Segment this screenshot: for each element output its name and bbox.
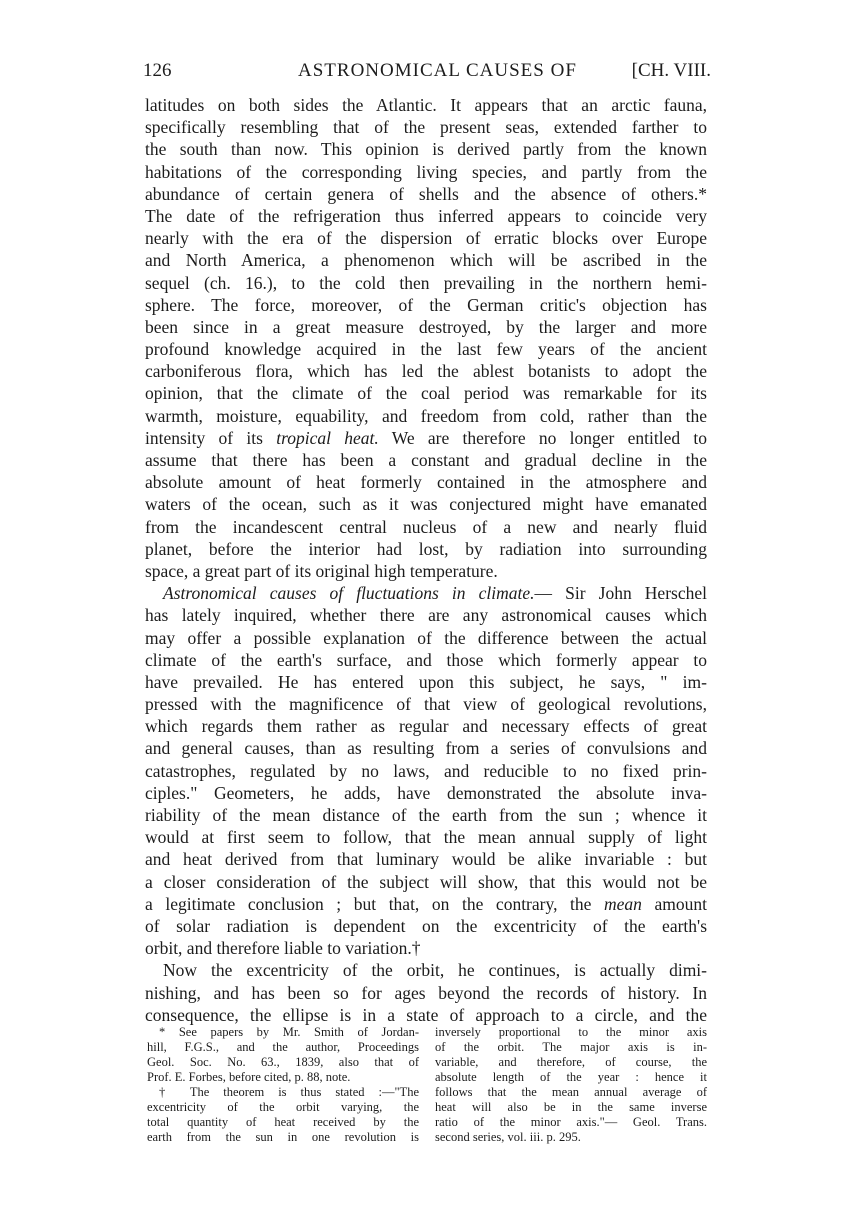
- text-run: waters of the ocean, such as it was conjectured might have emanated: [145, 494, 707, 515]
- text-run: catastrophes, regulated by no laws, and reducible to no fixed prin-: [145, 760, 707, 781]
- text-run: earth from the sun in one revolution is: [147, 1130, 419, 1144]
- footnote-line: [147, 1040, 419, 1055]
- text-run: inversely proportional to the minor axis: [435, 1025, 707, 1039]
- text-run: and general causes, than as resulting from a series of convulsions and: [145, 738, 707, 759]
- text-run: consequence, the ellipse is in a state of approach to a circle, and the: [145, 1004, 707, 1025]
- footnote-line: [435, 1130, 707, 1145]
- text-line: [145, 649, 707, 671]
- text-line: [145, 959, 707, 981]
- italic-text: tropical heat.: [276, 427, 379, 448]
- text-run: variable, and therefore, of course, the: [435, 1055, 707, 1069]
- text-line: [145, 737, 707, 759]
- body-text: [145, 94, 707, 1026]
- text-line: [145, 804, 707, 826]
- text-run: sequel (ch. 16.), to the cold then prevailing in the northern hemi-: [145, 272, 707, 293]
- text-run: — Sir John Herschel: [534, 583, 707, 604]
- text-run: excentricity of the orbit varying, the: [147, 1100, 419, 1114]
- text-run: abundance of certain genera of shells and the absence of others.*: [145, 183, 707, 204]
- text-run: Geol. Soc. No. 63., 1839, also that of: [147, 1055, 419, 1069]
- text-run: assume that there has been a constant and gradual decline in the: [145, 450, 707, 470]
- text-run: carboniferous flora, which has led the ablest botanists to adopt the: [145, 361, 707, 382]
- footnote-line: [435, 1115, 707, 1130]
- text-run: nishing, and has been so for ages beyond the records of history. In: [145, 982, 707, 1003]
- footnote-line: [435, 1070, 707, 1085]
- text-run: Prof. E. Forbes, before cited, p. 88, note.: [147, 1070, 351, 1084]
- text-run: has lately inquired, whether there are any astronomical causes which: [145, 605, 707, 626]
- text-run: second series, vol. iii. p. 295.: [435, 1130, 581, 1144]
- text-run: which regards them rather as regular and necessary effects of great: [145, 716, 707, 737]
- text-run: absolute length of the year : hence it: [435, 1070, 707, 1084]
- text-run: been since in a great measure destroyed, by the larger and more: [145, 316, 707, 337]
- footnote-line: [147, 1100, 419, 1115]
- text-line: [145, 915, 707, 937]
- text-line: [145, 848, 707, 870]
- text-line: [145, 516, 707, 538]
- text-run: † The theorem is thus stated :—"The: [159, 1085, 419, 1099]
- text-line: [145, 116, 707, 138]
- text-line: [145, 693, 707, 715]
- text-line: [145, 294, 707, 316]
- footnote-line: [435, 1040, 707, 1055]
- chapter-reference: [CH. VIII.: [631, 60, 711, 81]
- footnote-line: [435, 1055, 707, 1070]
- text-run: pressed with the magnificence of that view of geological revolutions,: [145, 694, 707, 715]
- footnote-line: [435, 1085, 707, 1100]
- text-run: absolute amount of heat formerly contained in the atmosphere and: [145, 472, 707, 493]
- text-run: the south than now. This opinion is derived partly from the known: [145, 139, 707, 160]
- footnotes-right-column: [435, 1025, 707, 1145]
- text-run: The date of the refrigeration thus inferred appears to coincide very: [145, 205, 707, 226]
- text-line: [145, 582, 707, 604]
- text-line: [145, 627, 707, 649]
- text-run: ratio of the minor axis."— Geol. Trans.: [435, 1115, 707, 1129]
- text-run: specifically resembling that of the present seas, extended farther to: [145, 117, 707, 138]
- text-run: would at first seem to follow, that the mean annual supply of light: [145, 827, 707, 848]
- text-line: [145, 449, 707, 471]
- text-run: follows that the mean annual average of: [435, 1085, 707, 1099]
- footnote-line: [147, 1070, 419, 1085]
- text-run: hill, F.G.S., and the author, Proceedings: [147, 1040, 419, 1054]
- text-run: have prevailed. He has entered upon this subject, he says, " im-: [145, 671, 707, 692]
- text-run: nearly with the era of the dispersion of erratic blocks over Europe: [145, 228, 707, 249]
- text-line: [145, 493, 707, 515]
- text-run: riability of the mean distance of the earth from the sun ; whence it: [145, 805, 707, 825]
- text-line: [145, 338, 707, 360]
- italic-text: mean: [604, 893, 642, 914]
- text-line: [145, 227, 707, 249]
- text-line: [145, 471, 707, 493]
- text-run: from the incandescent central nucleus of a new and nearly fluid: [145, 516, 707, 537]
- page-number: 126: [143, 60, 172, 81]
- text-run: a legitimate conclusion ; but that, on the contrary, the: [145, 893, 605, 914]
- text-line: [145, 760, 707, 782]
- text-run: may offer a possible explanation of the difference between the actual: [145, 627, 707, 648]
- text-line: [145, 316, 707, 338]
- text-run: orbit, and therefore liable to variation.†: [145, 938, 421, 959]
- text-run: a closer consideration of the subject will show, that this would not be: [145, 871, 707, 892]
- text-line: [145, 982, 707, 1004]
- text-run: climate of the earth's surface, and those which formerly appear to: [145, 649, 707, 670]
- text-line: [145, 360, 707, 382]
- text-line: [145, 671, 707, 693]
- text-run: amount: [641, 893, 707, 914]
- text-run: sphere. The force, moreover, of the German critic's objection has: [145, 294, 707, 315]
- text-run: warmth, moisture, equability, and freedom from cold, rather than the: [145, 405, 707, 426]
- text-line: [145, 183, 707, 205]
- text-line: [145, 405, 707, 427]
- text-line: [145, 937, 707, 959]
- text-run: opinion, that the climate of the coal period was remarkable for its: [145, 383, 707, 404]
- page-header: [143, 60, 711, 90]
- footnote-line: [147, 1130, 419, 1145]
- text-line: [145, 782, 707, 804]
- text-run: habitations of the corresponding living species, and partly from the: [145, 161, 707, 182]
- text-run: We are therefore no longer entitled to: [378, 427, 707, 448]
- text-line: [145, 94, 707, 116]
- footnote-line: [147, 1025, 419, 1040]
- text-line: [145, 161, 707, 183]
- text-run: of solar radiation is dependent on the excentricity of the earth's: [145, 915, 707, 936]
- text-run: Now the excentricity of the orbit, he continues, is actually dimi-: [163, 960, 707, 981]
- footnote-line: [435, 1025, 707, 1040]
- text-line: [145, 138, 707, 160]
- footnote-line: [435, 1100, 707, 1115]
- italic-text: Astronomical causes of fluctuations in climate.: [163, 583, 535, 604]
- text-run: intensity of its: [145, 427, 277, 448]
- text-line: [145, 272, 707, 294]
- footnote-line: [147, 1055, 419, 1070]
- text-run: of the orbit. The major axis is in-: [435, 1040, 707, 1054]
- footnotes-left-column: [147, 1025, 419, 1145]
- footnote-line: [147, 1115, 419, 1130]
- text-run: and heat derived from that luminary would be alike invariable : but: [145, 849, 707, 870]
- running-title: ASTRONOMICAL CAUSES OF: [298, 60, 577, 81]
- text-line: [145, 205, 707, 227]
- text-line: [145, 604, 707, 626]
- text-run: profound knowledge acquired in the last few years of the ancient: [145, 339, 707, 360]
- text-run: ciples." Geometers, he adds, have demonstrated the absolute inva-: [145, 782, 707, 803]
- text-run: space, a great part of its original high temperature.: [145, 560, 498, 581]
- text-line: [145, 382, 707, 404]
- text-line: [145, 427, 707, 449]
- text-line: [145, 871, 707, 893]
- text-line: [145, 715, 707, 737]
- text-run: total quantity of heat received by the: [147, 1115, 419, 1129]
- text-line: [145, 826, 707, 848]
- text-line: [145, 560, 707, 582]
- text-run: heat will also be in the same inverse: [435, 1100, 707, 1114]
- text-run: planet, before the interior had lost, by radiation into surrounding: [145, 538, 707, 559]
- text-line: [145, 538, 707, 560]
- footnotes: [147, 1025, 707, 1145]
- text-run: latitudes on both sides the Atlantic. It appears that an arctic fauna,: [145, 95, 707, 115]
- text-line: [145, 893, 707, 915]
- text-line: [145, 249, 707, 271]
- text-run: and North America, a phenomenon which will be ascribed in the: [145, 250, 707, 271]
- footnote-line: [147, 1085, 419, 1100]
- text-run: * See papers by Mr. Smith of Jordan-: [159, 1025, 419, 1039]
- text-line: [145, 1004, 707, 1026]
